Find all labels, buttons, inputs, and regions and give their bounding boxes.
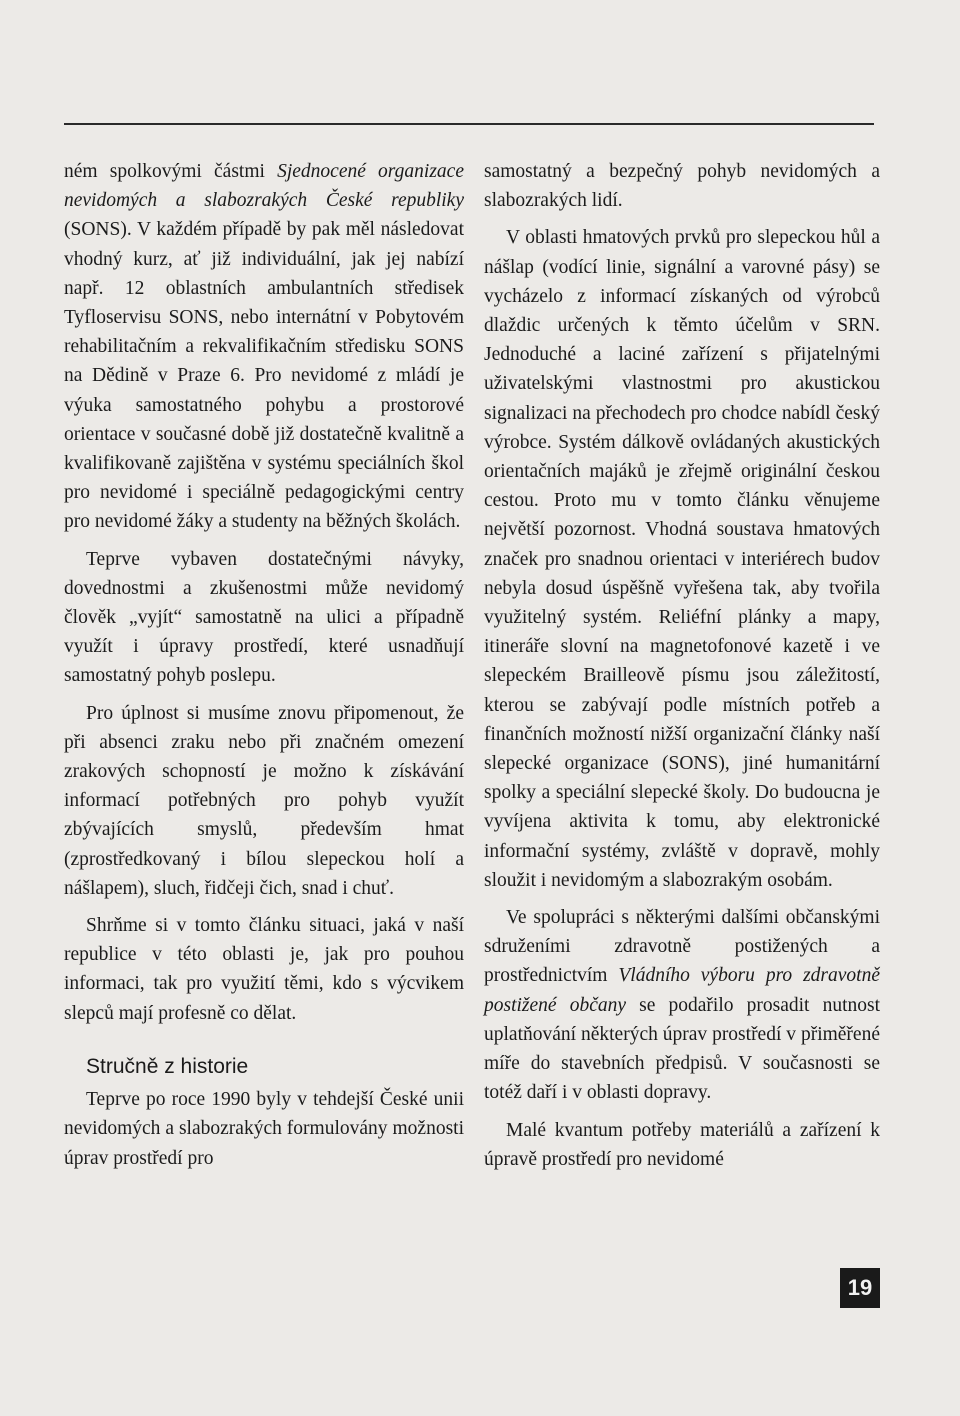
paragraph: V oblasti hmatových prvků pro slepeckou hůl a nášlap (vodící linie, signální a varovné pásy) se vycházelo z informací získaných od výrobců dlaždic určených k těmto účelům v SRN. Jednoduché a laciné zařízení s přijatelnými uživatelskými vlastnostmi pro akustickou signalizaci na přechodech pro chodce nabídl český výrobce. Systém dálkově ovládaných akustických orientačních majáků je zřejmě originální českou cestou. Proto mu v tomto článku věnujeme největší pozornost. Vhodná soustava hmatových značek pro snadnou orientaci v interiérech budov nebyla dosud úspěšně vyřešena tak, aby tvořila využitelný systém. Reliéfní plánky a mapy, itineráře slovní na magnetofonové kazetě i ve slepeckém Brailleově písmu jsou záležitostí, kterou se zabývají podle místních potřeb a finančních možností nižší organizační články naší slepecké organizace (SONS), jiné humanitární spolky a speciální slepecké školy. Do budoucna je vyvíjena aktivita k tomu, aby elektronické informační systémy, zvláště v dopravě, mohly sloužit i nevidomým a slabozrakým osobám.: [484, 227, 880, 891]
section-heading: Stručně z historie: [86, 1054, 249, 1078]
paragraph: [484, 903, 880, 1107]
text-span: ném spolkovými částmi: [64, 161, 278, 182]
organization-name: Sjednocené organizace nevidomých a slabozrakých České republiky: [64, 161, 464, 212]
left-column: [64, 157, 464, 1173]
text-span: (SONS). V každém případě by pak měl následovat vhodný kurz, ať již individuální, jak jej nabízí např. 12 oblastních ambulantních středisek Tyfloservisu SONS, nebo internátní v Pobytovém rehabilitačním a rekvalifikačním středisku SONS na Dědině v Praze 6. Pro nevidomé z mládí je výuka samostatného pohybu a prostorové orientace v současné době již dostatečně kvalitně a kvalifikovaně zajištěna v systému speciálních škol pro nevidomé i speciálně pedagogickými centry pro nevidomé žáky a studenty na běžných školách.: [64, 219, 464, 533]
text-span: Ve spolupráci s některými dalšími občanskými sdruženími zdravotně postižených a prostřednictvím: [484, 907, 880, 987]
paragraph: Shrňme si v tomto článku situaci, jaká v naší republice v této oblasti je, jak pro pouhou informaci, tak pro využití těmi, kdo s výcvikem slepců mají profesně co dělat.: [64, 915, 464, 1024]
paragraph: Teprve po roce 1990 byly v tehdejší České unii nevidomých a slabozrakých formulovány možnosti úprav prostředí pro: [64, 1089, 464, 1169]
committee-name: Vládního výboru pro zdravotně postižené občany: [484, 965, 880, 1016]
paragraph: Pro úplnost si musíme znovu připomenout, že při absenci zraku nebo při značném omezení zrakových schopností je možno k získávání informací potřebných pro pohyb využít zbývajících smyslů, především hmat (zprostředkovaný i bílou slepeckou holí a nášlapem), sluch, řidčeji čich, snad i chuť.: [64, 702, 464, 899]
paragraph: [64, 157, 464, 537]
paragraph: Malé kvantum potřeby materiálů a zařízení k úpravě prostředí pro nevidomé: [484, 1119, 880, 1170]
right-column: [484, 157, 880, 1174]
text-span: se podařilo prosadit nutnost uplatňování některých úprav prostředí v přiměřené míře do stavebních předpisů. V současnosti se totéž daří i v oblasti dopravy.: [484, 994, 880, 1104]
paragraph: Teprve vybaven dostatečnými návyky, dovednostmi a zkušenostmi může nevidomý člověk „vyjít“ samostatně na ulici a případně využít i úpravy prostředí, které usnadňují samostatný pohyb poslepu.: [64, 548, 464, 687]
page-number: 19: [840, 1268, 880, 1308]
header-rule: [64, 123, 874, 125]
paragraph: samostatný a bezpečný pohyb nevidomých a slabozrakých lidí.: [484, 161, 880, 212]
